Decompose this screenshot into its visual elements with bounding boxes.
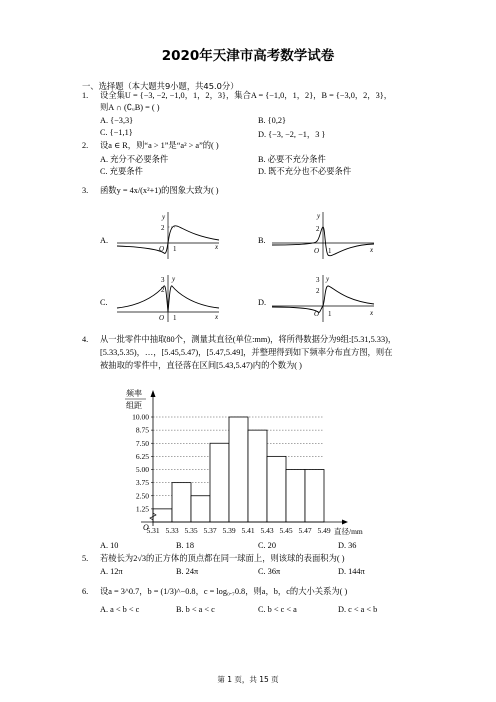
- tick-2: 2: [316, 225, 320, 233]
- q3-number: 3.: [82, 186, 89, 195]
- q3-graph-c: [115, 272, 225, 324]
- q3-stem-line1: 函数y = 4x/(x²+1)的图象大致为( ): [100, 186, 219, 195]
- q3-option-c[interactable]: C.: [100, 298, 108, 307]
- histogram-bar: [305, 470, 324, 523]
- q1-option-a[interactable]: A. {−3,3}: [100, 116, 134, 125]
- q2-stem-line1: 设a ∈ R，则“a > 1”是“a² > a”的( ): [100, 141, 219, 150]
- y-axis-title-bottom: 组距: [126, 401, 142, 410]
- q2-option-b[interactable]: B. 必要不充分条件: [258, 155, 326, 164]
- x-tick-label: 5.35: [184, 526, 198, 535]
- x-tick-label: 5.49: [317, 526, 331, 535]
- page-title: 2020年天津市高考数学试卷: [161, 48, 335, 64]
- x-tick-label: 5.47: [298, 526, 312, 535]
- y-label: y: [162, 213, 166, 221]
- q3-option-a[interactable]: A.: [100, 236, 109, 245]
- q4-option-c[interactable]: C. 20: [258, 541, 276, 550]
- frequency-histogram: [108, 384, 380, 540]
- q2-option-d[interactable]: D. 既不充分也不必要条件: [258, 167, 352, 176]
- tick-1: 1: [328, 247, 332, 255]
- y-label: y: [326, 275, 330, 283]
- q1-option-c[interactable]: C. {−1,1}: [100, 128, 133, 137]
- q4-stem-line2: [5.33,5.35)，…，[5.45,5.47)，[5.47,5.49]，并整理得到如下频率分布直方图，则在: [100, 348, 393, 357]
- histogram-bar: [267, 456, 286, 522]
- q3-option-b[interactable]: B.: [258, 236, 266, 245]
- histogram-bar: [229, 417, 248, 522]
- y-tick-label: 3.75: [135, 478, 149, 488]
- origin-label: O: [159, 314, 165, 322]
- q5-number: 5.: [82, 554, 89, 563]
- x-tick-label: 5.43: [260, 526, 274, 535]
- histogram-bar: [210, 443, 229, 522]
- q1-option-b[interactable]: B. {0,2}: [258, 116, 287, 125]
- tick-3: 3: [161, 276, 165, 284]
- y-axis-title-top: 频率: [126, 389, 142, 398]
- q6-option-b[interactable]: B. b < a < c: [176, 605, 215, 614]
- tick-2: 2: [161, 224, 165, 232]
- q5-stem-line1: 若棱长为2√3的正方体的顶点都在同一球面上，则该球的表面积为( ): [100, 554, 345, 563]
- x-tick-label: 5.33: [165, 526, 179, 535]
- q3-graph-a: [115, 209, 225, 261]
- q6-option-a[interactable]: A. a < b < c: [100, 605, 140, 614]
- q5-option-a[interactable]: A. 12π: [100, 567, 123, 576]
- tick-1: 1: [173, 314, 177, 322]
- origin-label: O: [314, 310, 320, 318]
- y-tick-label: 2.50: [135, 491, 149, 501]
- y-label: y: [317, 212, 321, 220]
- origin-label: O: [159, 245, 165, 253]
- tick-1: 1: [173, 245, 177, 253]
- y-tick-label: 5.00: [135, 465, 149, 474]
- q4-stem-line1: 从一批零件中抽取80个，测量其直径(单位:mm)，将所得数据分为9组:[5.31,5.33)，: [100, 335, 397, 344]
- histogram-bar: [248, 430, 267, 522]
- q3-graph-d: [270, 272, 380, 324]
- section-heading: 一、选择题（本大题共9小题，共45.0分）: [82, 81, 239, 91]
- x-label: x: [215, 243, 219, 251]
- y-tick-label: 8.75: [135, 425, 149, 435]
- x-tick-label: 5.39: [222, 526, 236, 535]
- y-tick-label: 6.25: [135, 451, 149, 461]
- tick-2: 2: [316, 287, 320, 295]
- q4-number: 4.: [82, 335, 89, 344]
- x-label: x: [215, 313, 219, 321]
- y-tick-label: 1.25: [135, 504, 149, 514]
- x-axis-arrow: [342, 520, 348, 525]
- tick-1: 1: [328, 310, 332, 318]
- q5-option-c[interactable]: C. 36π: [258, 567, 281, 576]
- histogram-bar: [172, 483, 191, 522]
- q6-option-d[interactable]: D. c < a < b: [338, 605, 378, 614]
- tick-2: 2: [161, 286, 165, 294]
- q4-stem-line3: 被抽取的零件中，直径落在区间[5.43,5.47)内的个数为( ): [100, 361, 302, 370]
- q6-option-c[interactable]: C. b < c < a: [258, 605, 297, 614]
- q4-option-b[interactable]: B. 18: [176, 541, 194, 550]
- q2-option-c[interactable]: C. 充要条件: [100, 167, 143, 176]
- q6-number: 6.: [82, 587, 89, 596]
- q5-option-b[interactable]: B. 24π: [176, 567, 199, 576]
- q2-number: 2.: [82, 141, 89, 150]
- histogram-bar: [191, 496, 210, 522]
- q3-option-d[interactable]: D.: [258, 298, 267, 307]
- q2-option-a[interactable]: A. 充分不必要条件: [100, 155, 169, 164]
- q1-option-d[interactable]: D. {−3, −2, −1，3 }: [258, 130, 326, 139]
- histogram-bar: [286, 470, 305, 523]
- x-tick-label: 5.41: [241, 526, 255, 535]
- y-tick-label: 7.50: [135, 438, 149, 448]
- y-label: y: [172, 275, 176, 283]
- q4-option-a[interactable]: A. 10: [100, 541, 119, 550]
- x-axis-title: 直径/mm: [334, 527, 363, 536]
- q4-option-d[interactable]: D. 36: [338, 541, 357, 550]
- x-tick-label: 5.45: [279, 526, 293, 535]
- y-axis-arrow: [151, 390, 156, 397]
- origin-label: O: [314, 247, 320, 255]
- q5-option-d[interactable]: D. 144π: [338, 567, 365, 576]
- q1-stem-line1: 设全集U = {−3, −2, −1,0，1，2，3}，集合A = {−1,0，1，2}，B = {−3,0，2，3}，: [100, 91, 393, 100]
- origin-label: O: [143, 523, 149, 532]
- q1-stem-line2: 则A ∩ (∁ᵤB) = ( ): [100, 103, 160, 112]
- y-tick-label: 10.00: [132, 412, 149, 422]
- tick-3: 3: [316, 276, 320, 284]
- q6-stem-line1: 设a = 3^0.7，b = (1/3)^−0.8，c = log₀.₇0.8，则a，b，c的大小关系为( ): [100, 587, 348, 596]
- page-footer: 第 1 页，共 15 页: [217, 675, 279, 684]
- x-label: x: [370, 246, 374, 254]
- q3-graph-b: [270, 209, 380, 261]
- x-label: x: [370, 309, 374, 317]
- x-tick-label: 5.37: [203, 526, 217, 535]
- x-tick-label: 5.31: [146, 526, 160, 535]
- q1-number: 1.: [82, 91, 89, 100]
